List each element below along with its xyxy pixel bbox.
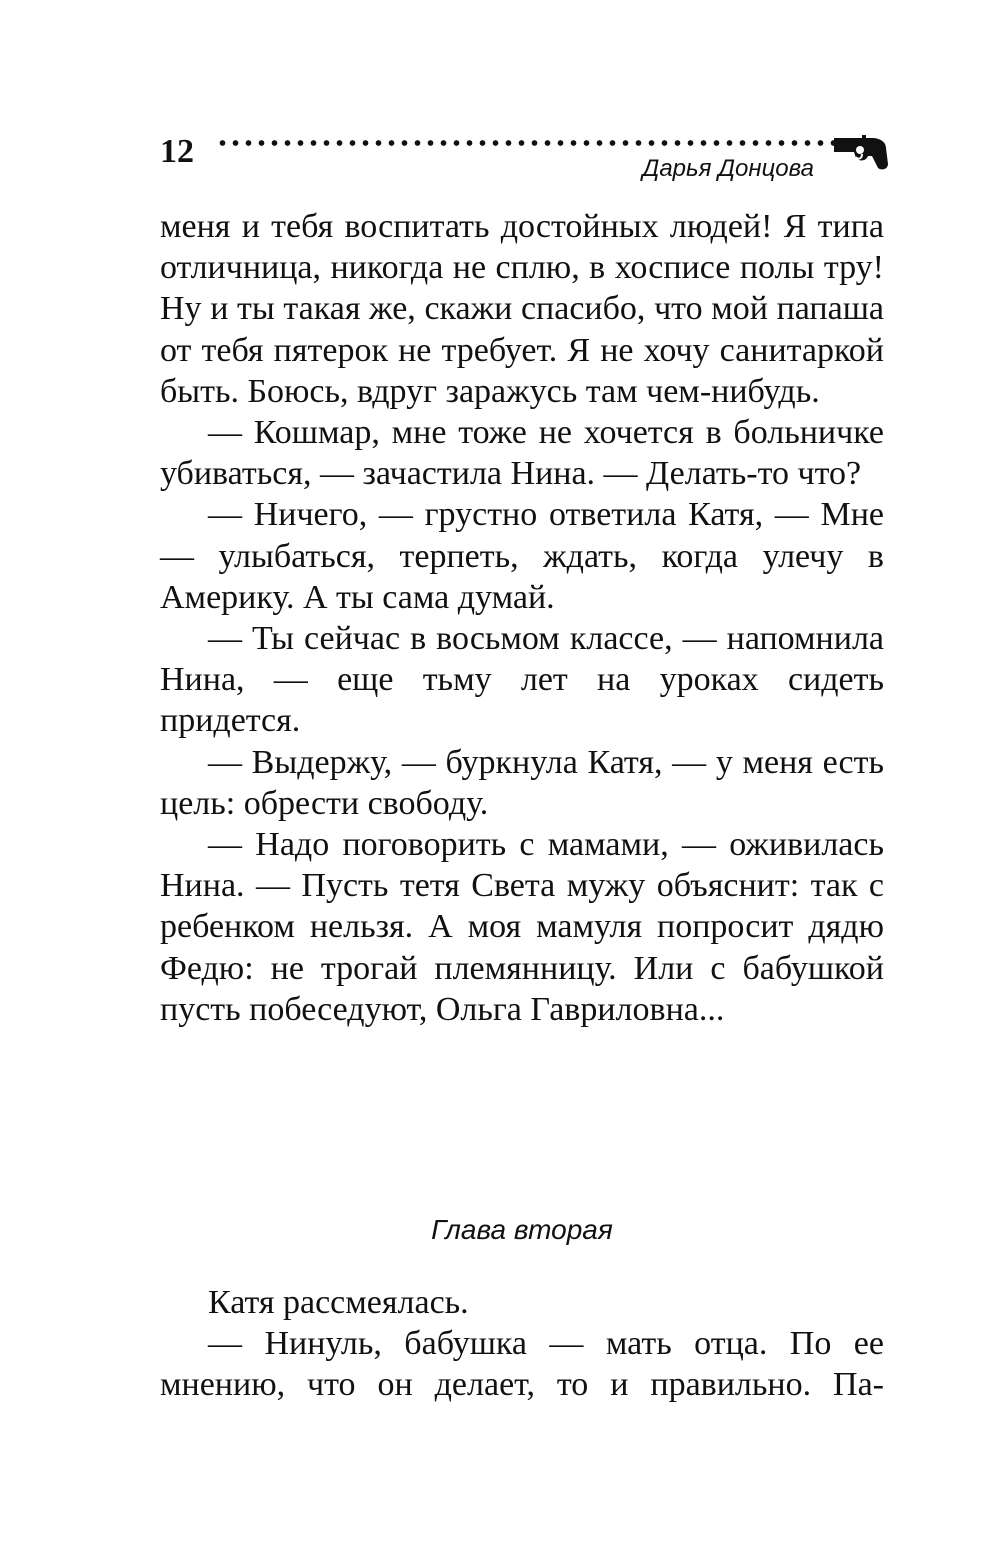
body-text-continued	[160, 1282, 884, 1406]
paragraph: меня и тебя воспитать достойных людей! Я типа отличница, никогда не сплю, в хосписе полы тру! Ну и ты такая же, скажи спасибо, что мой папаша от тебя пятерок не требует. Я не хочу санитаркой быть. Боюсь, вдруг заражусь там чем-нибудь.	[160, 208, 884, 410]
paragraph: — Кошмар, мне тоже не хочется в больничке убиваться, — зачастила Нина. — Делать-то что?	[160, 414, 884, 493]
paragraph: — Нинуль, бабушка — мать отца. По ее мнению, что он делает, то и правильно. Па-	[160, 1325, 884, 1404]
body-text	[160, 206, 884, 1030]
chapter-title: Глава вторая	[431, 1214, 613, 1245]
paragraph: — Надо поговорить с мамами, — оживилась Нина. — Пусть тетя Света мужу объяснит: так с ребенком нельзя. А моя мамуля попросит дядю Федю: не трогай племянницу. Или с бабушкой пусть побеседуют, Ольга Гавриловна...	[160, 826, 884, 1028]
paragraph: — Выдержу, — буркнула Катя, — у меня есть цель: обрести свободу.	[160, 743, 884, 822]
paragraph: — Ничего, — грустно ответила Катя, — Мне — улыбаться, терпеть, ждать, когда улечу в Америку. А ты сама думай.	[160, 496, 884, 616]
paragraph: — Ты сейчас в восьмом классе, — напомнила Нина, — еще тьму лет на уроках сидеть придется.	[160, 620, 884, 740]
paragraph: Катя рассмеялась.	[208, 1284, 469, 1321]
revolver-icon	[832, 130, 890, 174]
dotted-rule	[216, 138, 846, 148]
page-number: 12	[160, 133, 194, 170]
running-header	[160, 128, 890, 188]
author-name: Дарья Донцова	[642, 155, 814, 182]
